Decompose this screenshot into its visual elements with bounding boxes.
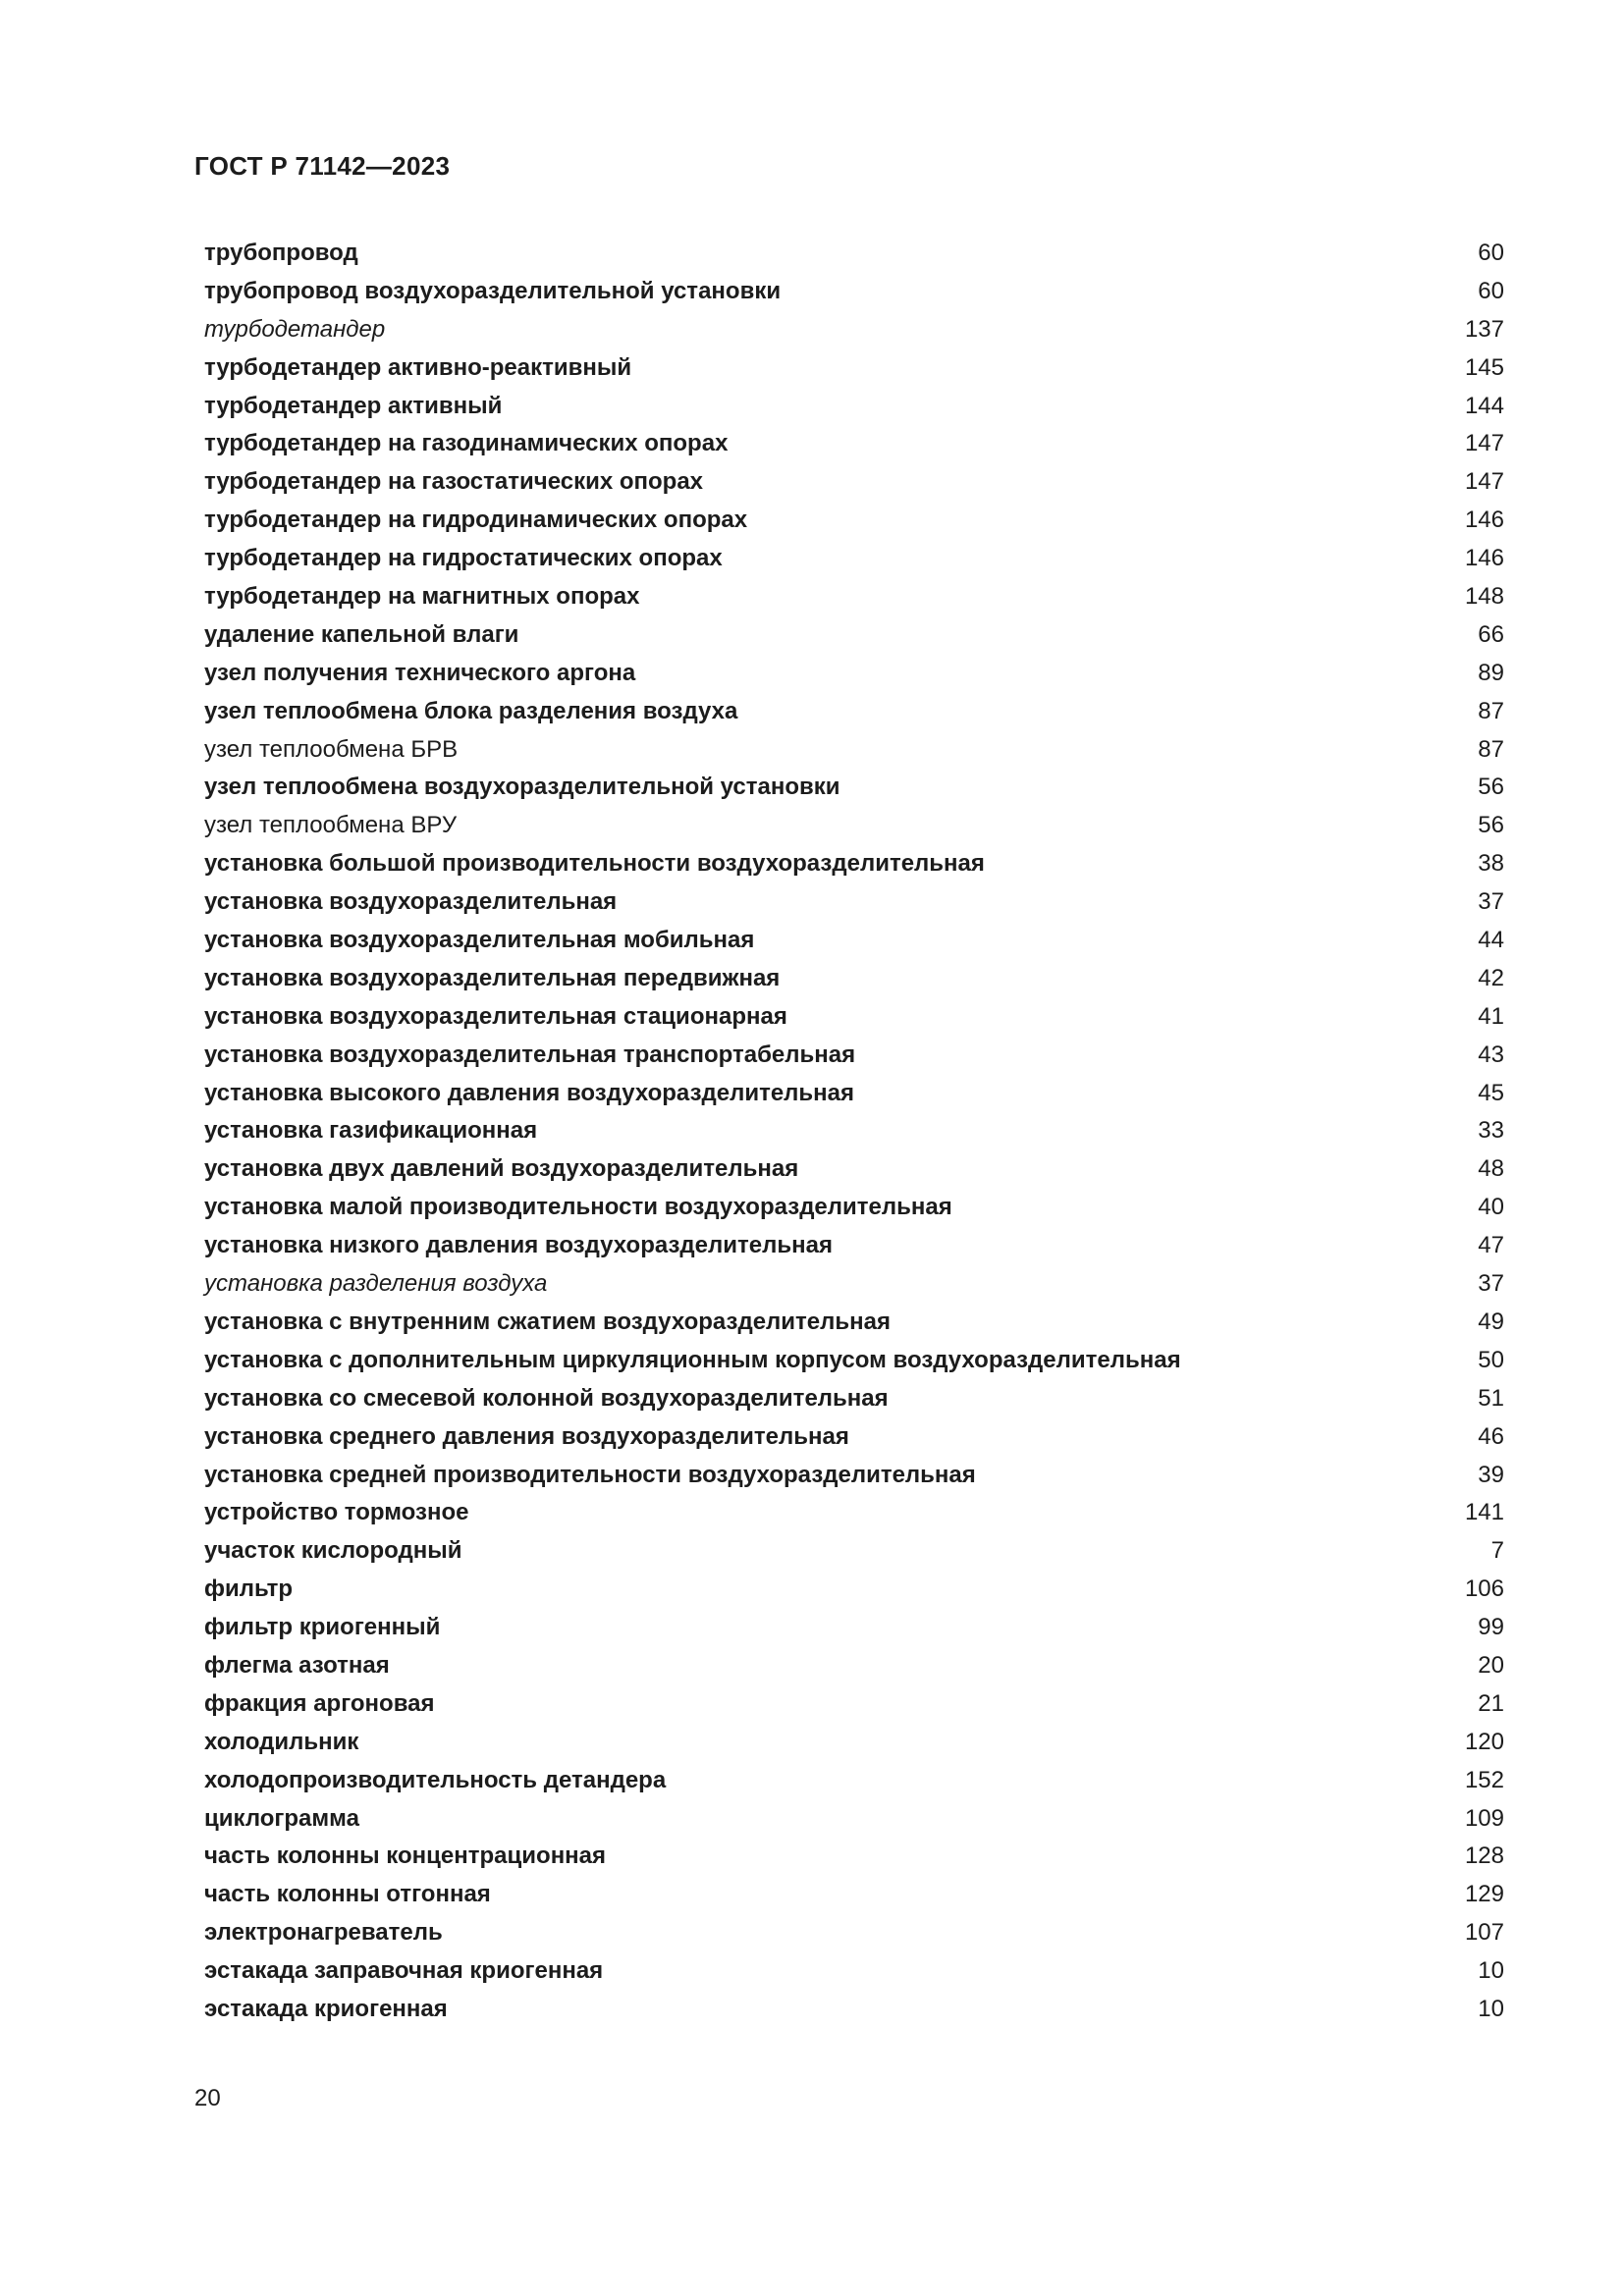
index-entry	[204, 1342, 1506, 1380]
index-entry	[204, 616, 1506, 655]
index-entry	[204, 1914, 1506, 1952]
index-page-ref: 146	[1464, 545, 1504, 572]
index-term: фильтр	[204, 1575, 294, 1603]
index-page-ref: 33	[1478, 1117, 1504, 1145]
index-term: устройство тормозное	[204, 1499, 469, 1526]
index-term: флегма азотная	[204, 1651, 390, 1679]
index-entry	[204, 1532, 1506, 1571]
index-page-ref: 44	[1478, 927, 1504, 954]
index-page-ref: 128	[1464, 1842, 1504, 1870]
index-page-ref: 48	[1478, 1155, 1504, 1183]
index-entry	[204, 1380, 1506, 1418]
index-page-ref: 21	[1478, 1689, 1504, 1717]
index-page-ref: 10	[1478, 1995, 1504, 2022]
index-page-ref: 109	[1464, 1804, 1504, 1832]
index-term: часть колонны концентрационная	[204, 1842, 607, 1870]
index-entry	[204, 1685, 1506, 1724]
index-term: установка газификационная	[204, 1117, 538, 1145]
index-term: установка высокого давления воздухоразделительная	[204, 1079, 855, 1106]
index-term: турбодетандер активный	[204, 392, 503, 419]
index-entry	[204, 1800, 1506, 1839]
index-entry	[204, 883, 1506, 922]
index-entry	[204, 1265, 1506, 1304]
index-term: холодильник	[204, 1728, 359, 1755]
index-term: установка двух давлений воздухоразделительная	[204, 1155, 799, 1183]
index-page-ref: 120	[1464, 1728, 1504, 1755]
index-entry	[204, 1227, 1506, 1265]
index-entry	[204, 235, 1506, 273]
index-page-ref: 41	[1478, 1002, 1504, 1030]
index-page-ref: 47	[1478, 1232, 1504, 1259]
index-entry	[204, 1037, 1506, 1075]
index-term: эстакада криогенная	[204, 1995, 448, 2022]
index-entry	[204, 1150, 1506, 1189]
index-page-ref: 145	[1464, 353, 1504, 381]
index-page-ref: 148	[1464, 583, 1504, 611]
index-term: турбодетандер на газостатических опорах	[204, 468, 704, 496]
index-entry	[204, 1647, 1506, 1685]
index-term: установка воздухоразделительная	[204, 888, 618, 916]
index-entry	[204, 1838, 1506, 1876]
index-term: установка со смесевой колонной воздухоразделительная	[204, 1384, 889, 1412]
index-entry	[204, 578, 1506, 616]
index-entry	[204, 960, 1506, 998]
index-entry	[204, 1571, 1506, 1609]
index-page-ref: 56	[1478, 774, 1504, 801]
index-page-ref: 141	[1464, 1499, 1504, 1526]
index-page-ref: 56	[1478, 812, 1504, 839]
index-entry	[204, 769, 1506, 807]
index-term: удаление капельной влаги	[204, 620, 519, 648]
index-term: электронагреватель	[204, 1919, 443, 1947]
index-term: участок кислородный	[204, 1537, 462, 1565]
index-entry	[204, 540, 1506, 578]
index-term: установка низкого давления воздухоразделительная	[204, 1232, 833, 1259]
index-page-ref: 99	[1478, 1614, 1504, 1641]
index-page-ref: 66	[1478, 620, 1504, 648]
index-entry	[204, 998, 1506, 1037]
index-term: установка воздухоразделительная мобильная	[204, 927, 755, 954]
index-page-ref: 107	[1464, 1919, 1504, 1947]
index-entry	[204, 1991, 1506, 2029]
alphabetical-index-list	[204, 235, 1506, 2029]
index-entry	[204, 1457, 1506, 1495]
index-entry	[204, 1075, 1506, 1113]
index-page-ref: 10	[1478, 1957, 1504, 1985]
document-header: ГОСТ Р 71142—2023	[194, 151, 451, 181]
index-entry	[204, 1876, 1506, 1914]
index-page-ref: 49	[1478, 1308, 1504, 1335]
index-term: турбодетандер активно-реактивный	[204, 353, 632, 381]
index-entry	[204, 425, 1506, 463]
index-entry	[204, 502, 1506, 540]
index-term: эстакада заправочная криогенная	[204, 1957, 604, 1985]
index-page-ref: 147	[1464, 468, 1504, 496]
index-entry	[204, 1609, 1506, 1647]
index-term: установка разделения воздуха	[204, 1270, 548, 1298]
index-page-ref: 87	[1478, 697, 1504, 724]
index-term: установка большой производительности воздухоразделительная	[204, 850, 985, 878]
index-term: установка малой производительности воздухоразделительная	[204, 1194, 952, 1221]
index-entry	[204, 1952, 1506, 1991]
page-number: 20	[194, 2085, 221, 2111]
index-page-ref: 45	[1478, 1079, 1504, 1106]
index-page-ref: 51	[1478, 1384, 1504, 1412]
index-term: холодопроизводительность детандера	[204, 1766, 667, 1793]
index-page-ref: 137	[1464, 315, 1504, 343]
index-entry	[204, 1304, 1506, 1342]
index-term: узел получения технического аргона	[204, 659, 636, 686]
index-term: узел теплообмена воздухоразделительной установки	[204, 774, 840, 801]
index-entry	[204, 845, 1506, 883]
index-page-ref: 7	[1490, 1537, 1504, 1565]
index-page-ref: 37	[1478, 1270, 1504, 1298]
index-term: узел теплообмена блока разделения воздуха	[204, 697, 738, 724]
index-term: установка средней производительности воздухоразделительная	[204, 1461, 976, 1488]
index-entry	[204, 349, 1506, 388]
index-entry	[204, 1189, 1506, 1227]
index-entry	[204, 655, 1506, 693]
index-page-ref: 39	[1478, 1461, 1504, 1488]
index-entry	[204, 311, 1506, 349]
index-entry	[204, 731, 1506, 770]
index-entry	[204, 807, 1506, 845]
index-term: турбодетандер	[204, 315, 386, 343]
index-term: турбодетандер на газодинамических опорах	[204, 430, 729, 457]
index-page-ref: 106	[1464, 1575, 1504, 1603]
index-page-ref: 129	[1464, 1881, 1504, 1908]
index-term: турбодетандер на магнитных опорах	[204, 583, 640, 611]
index-entry	[204, 1494, 1506, 1532]
index-term: трубопровод воздухоразделительной установки	[204, 277, 782, 304]
index-term: установка воздухоразделительная стационарная	[204, 1002, 787, 1030]
index-term: установка воздухоразделительная транспортабельная	[204, 1041, 856, 1068]
index-term: установка воздухоразделительная передвижная	[204, 964, 781, 991]
index-page-ref: 43	[1478, 1041, 1504, 1068]
index-entry	[204, 922, 1506, 960]
index-entry	[204, 273, 1506, 311]
index-page-ref: 144	[1464, 392, 1504, 419]
index-page-ref: 50	[1478, 1346, 1504, 1373]
index-page-ref: 20	[1478, 1651, 1504, 1679]
index-term: трубопровод	[204, 240, 358, 266]
index-term: узел теплообмена БРВ	[204, 735, 459, 763]
index-entry	[204, 463, 1506, 502]
index-page-ref: 60	[1478, 277, 1504, 304]
index-term: часть колонны отгонная	[204, 1881, 491, 1908]
index-term: циклограмма	[204, 1804, 359, 1832]
index-term: установка с внутренним сжатием воздухоразделительная	[204, 1308, 891, 1335]
index-page-ref: 147	[1464, 430, 1504, 457]
index-page-ref: 40	[1478, 1194, 1504, 1221]
index-page-ref: 146	[1464, 507, 1504, 534]
index-entry	[204, 1112, 1506, 1150]
index-page-ref: 42	[1478, 964, 1504, 991]
index-term: установка с дополнительным циркуляционным корпусом воздухоразделительная	[204, 1346, 1181, 1373]
index-entry	[204, 1762, 1506, 1800]
index-entry	[204, 1724, 1506, 1762]
index-page-ref: 46	[1478, 1422, 1504, 1450]
index-term: установка среднего давления воздухоразделительная	[204, 1422, 849, 1450]
index-page-ref: 60	[1478, 240, 1504, 266]
index-page-ref: 38	[1478, 850, 1504, 878]
index-term: фильтр криогенный	[204, 1614, 441, 1641]
index-entry	[204, 1418, 1506, 1457]
index-entry	[204, 388, 1506, 426]
index-term: фракция аргоновая	[204, 1689, 435, 1717]
index-term: турбодетандер на гидродинамических опорах	[204, 507, 748, 534]
index-term: узел теплообмена ВРУ	[204, 812, 458, 839]
index-page-ref: 152	[1464, 1766, 1504, 1793]
index-page-ref: 37	[1478, 888, 1504, 916]
index-term: турбодетандер на гидростатических опорах	[204, 545, 723, 572]
index-page-ref: 87	[1478, 735, 1504, 763]
index-entry	[204, 693, 1506, 731]
index-page-ref: 89	[1478, 659, 1504, 686]
